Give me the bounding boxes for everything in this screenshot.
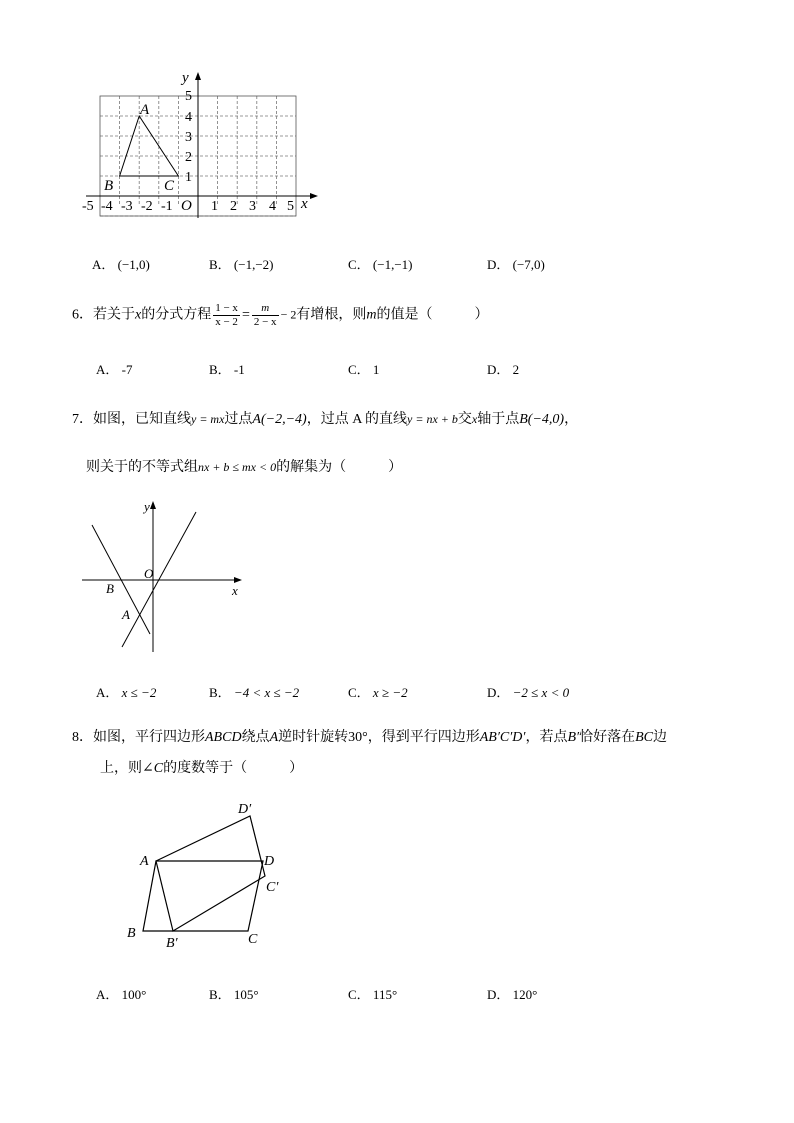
y-tick: 5 bbox=[185, 89, 192, 104]
q7-option-b[interactable]: B． −4 < x ≤ −2 bbox=[209, 685, 300, 700]
q5-option-a[interactable]: A． (−1,0) bbox=[92, 257, 150, 272]
q8-parallelogram-figure bbox=[120, 795, 300, 955]
q6-option-a[interactable]: A． -7 bbox=[96, 362, 133, 377]
point-c-label: C bbox=[164, 178, 175, 194]
q8-option-d[interactable]: D． 120° bbox=[487, 987, 538, 1002]
q6-lhs-fraction: $\frac{1 - x}{x - 2}$ bbox=[215, 302, 238, 328]
x-tick: -4 bbox=[101, 199, 113, 214]
x-tick: -1 bbox=[161, 199, 173, 214]
y-tick: 3 bbox=[185, 130, 192, 145]
q7-stem-line2: 则关于的不等式组nx + b ≤ mx < 0的解集为（ ） bbox=[86, 460, 403, 475]
graph-origin-label: O bbox=[144, 566, 154, 581]
q8-stem-line2: 上，则∠C的度数等于（ ） bbox=[100, 761, 304, 776]
x-tick: 3 bbox=[249, 199, 256, 214]
y-tick: 4 bbox=[185, 110, 192, 125]
graph-point-b-label: B bbox=[106, 581, 114, 596]
fig-label-b-prime: B′ bbox=[166, 936, 178, 951]
q5-option-d[interactable]: D． (−7,0) bbox=[487, 257, 545, 272]
q5-coordinate-grid bbox=[78, 68, 328, 218]
q7-line-graph bbox=[78, 497, 258, 657]
q7-stem-line1: 7．如图，已知直线y = mx过点A(−2,−4)，过点 A 的直线y = nx + b交x轴于点B(−4,0)， bbox=[72, 412, 579, 427]
x-tick: 2 bbox=[230, 199, 237, 214]
x-tick: 5 bbox=[287, 199, 294, 214]
axis-y-label: y bbox=[182, 70, 189, 86]
q6-stem: 6．若关于x的分式方程 $\frac{1 - x}{x - 2}$ = $\frac{m}{2 - x}$ − 2有增根，则m的值是（ ） bbox=[72, 302, 489, 328]
q6-option-c[interactable]: C． 1 bbox=[348, 362, 380, 377]
q8-option-b[interactable]: B． 105° bbox=[209, 987, 259, 1002]
fig-label-c-prime: C′ bbox=[266, 880, 279, 895]
q5-option-b[interactable]: B． (−1,−2) bbox=[209, 257, 274, 272]
q7-option-d[interactable]: D． −2 ≤ x < 0 bbox=[487, 685, 570, 700]
x-tick: -5 bbox=[82, 199, 94, 214]
x-tick: -3 bbox=[121, 199, 133, 214]
fig-label-d: D bbox=[264, 854, 275, 869]
point-a-label: A bbox=[140, 102, 150, 118]
q5-option-c[interactable]: C． (−1,−1) bbox=[348, 257, 413, 272]
q6-option-b[interactable]: B． -1 bbox=[209, 362, 245, 377]
q8-option-a[interactable]: A． 100° bbox=[96, 987, 147, 1002]
x-tick: 1 bbox=[211, 199, 218, 214]
graph-point-a-label: A bbox=[122, 607, 130, 622]
graph-x-label: x bbox=[232, 583, 238, 598]
x-tick: 4 bbox=[269, 199, 276, 214]
fig-label-b: B bbox=[127, 926, 136, 941]
fig-label-a: A bbox=[140, 854, 149, 869]
fig-label-c: C bbox=[248, 932, 258, 947]
point-b-label: B bbox=[104, 178, 114, 194]
y-tick: 2 bbox=[185, 150, 192, 165]
q7-option-c[interactable]: C． x ≥ −2 bbox=[348, 685, 408, 700]
axis-x-label: x bbox=[301, 196, 308, 212]
fig-label-d-prime: D′ bbox=[238, 802, 252, 817]
q6-rhs-fraction: $\frac{m}{2 - x}$ bbox=[253, 302, 277, 328]
x-tick: -2 bbox=[141, 199, 153, 214]
q8-stem-line1: 8．如图，平行四边形ABCD绕点A逆时针旋转30°，得到平行四边形AB′C′D′，若点B′恰好落在BC边 bbox=[72, 730, 667, 745]
q8-option-c[interactable]: C． 115° bbox=[348, 987, 398, 1002]
q7-option-a[interactable]: A． x ≤ −2 bbox=[96, 685, 157, 700]
origin-label: O bbox=[181, 198, 192, 214]
graph-y-label: y bbox=[144, 499, 150, 514]
q6-option-d[interactable]: D． 2 bbox=[487, 362, 520, 377]
y-tick: 1 bbox=[185, 170, 192, 185]
